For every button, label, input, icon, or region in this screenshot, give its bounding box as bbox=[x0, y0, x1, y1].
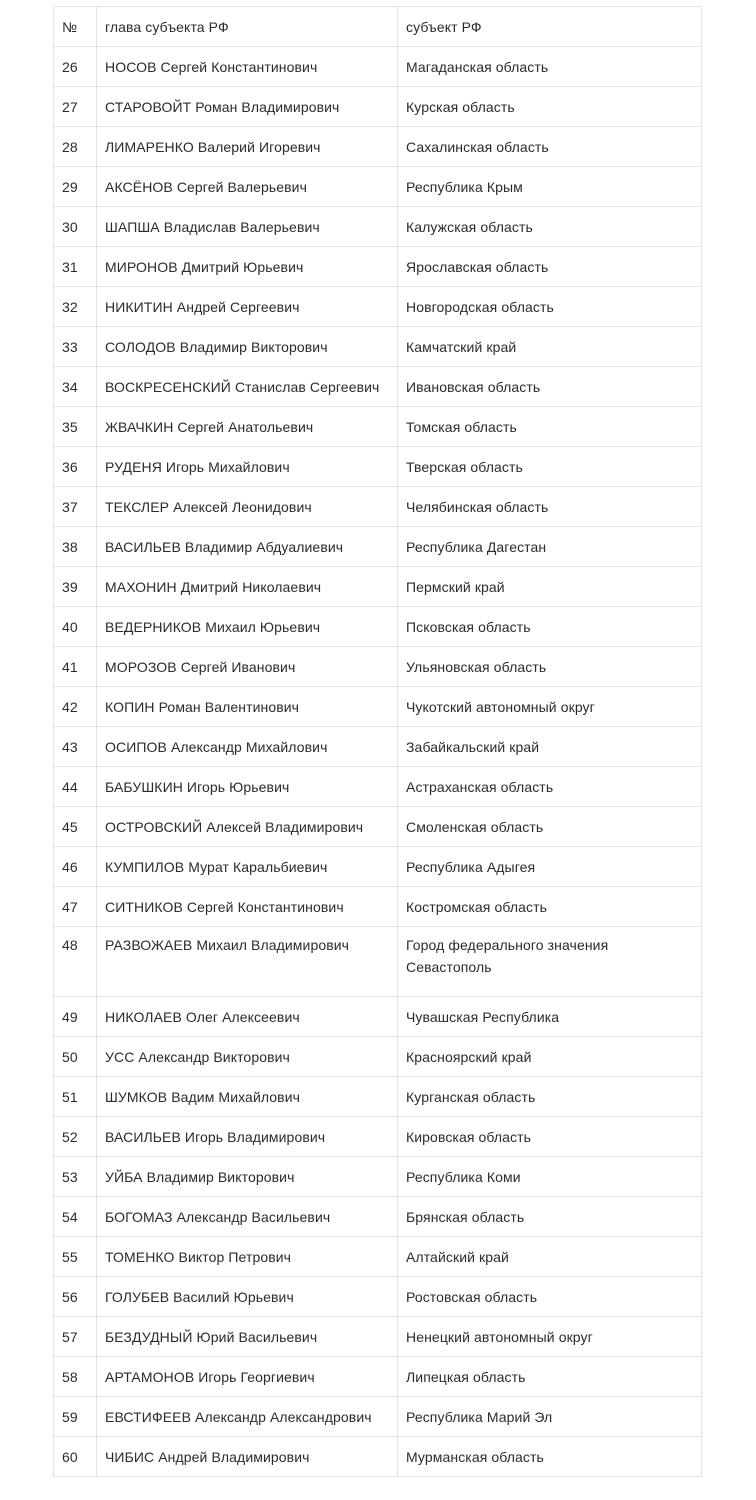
row-number: 43 bbox=[54, 727, 97, 767]
table-row bbox=[54, 567, 702, 607]
table-row bbox=[54, 87, 702, 127]
row-number: 50 bbox=[54, 1037, 97, 1077]
region-name: Пермский край bbox=[398, 567, 702, 607]
governor-name: ВАСИЛЬЕВ Владимир Абдуалиевич bbox=[97, 527, 398, 567]
region-name: Республика Дагестан bbox=[398, 527, 702, 567]
header-region: субъект РФ bbox=[398, 7, 702, 47]
table-row bbox=[54, 487, 702, 527]
region-name: Республика Коми bbox=[398, 1157, 702, 1197]
region-name: Смоленская область bbox=[398, 807, 702, 847]
governor-name: СТАРОВОЙТ Роман Владимирович bbox=[97, 87, 398, 127]
row-number: 45 bbox=[54, 807, 97, 847]
table-row bbox=[54, 997, 702, 1037]
row-number: 42 bbox=[54, 687, 97, 727]
region-name: Калужская область bbox=[398, 207, 702, 247]
table-row bbox=[54, 1077, 702, 1117]
row-number: 36 bbox=[54, 447, 97, 487]
governor-name: ШАПША Владислав Валерьевич bbox=[97, 207, 398, 247]
row-number: 29 bbox=[54, 167, 97, 207]
table-row bbox=[54, 1197, 702, 1237]
row-number: 57 bbox=[54, 1317, 97, 1357]
region-name bbox=[398, 927, 702, 997]
row-number: 35 bbox=[54, 407, 97, 447]
row-number: 47 bbox=[54, 887, 97, 927]
governor-name: МАХОНИН Дмитрий Николаевич bbox=[97, 567, 398, 607]
region-name: Красноярский край bbox=[398, 1037, 702, 1077]
governor-name: НИКИТИН Андрей Сергеевич bbox=[97, 287, 398, 327]
governor-name: НОСОВ Сергей Константинович bbox=[97, 47, 398, 87]
row-number: 37 bbox=[54, 487, 97, 527]
table-row bbox=[54, 1117, 702, 1157]
region-name: Новгородская область bbox=[398, 287, 702, 327]
governor-name: ОСТРОВСКИЙ Алексей Владимирович bbox=[97, 807, 398, 847]
region-name: Астраханская область bbox=[398, 767, 702, 807]
table-row bbox=[54, 407, 702, 447]
header-governor: глава субъекта РФ bbox=[97, 7, 398, 47]
table-row bbox=[54, 1397, 702, 1437]
governor-name: ТЕКСЛЕР Алексей Леонидович bbox=[97, 487, 398, 527]
table-row bbox=[54, 767, 702, 807]
table-row bbox=[54, 1437, 702, 1477]
table-row bbox=[54, 207, 702, 247]
table-body bbox=[54, 7, 702, 1477]
table-row bbox=[54, 247, 702, 287]
region-name: Челябинская область bbox=[398, 487, 702, 527]
region-name: Камчатский край bbox=[398, 327, 702, 367]
governor-name: ЕВСТИФЕЕВ Александр Александрович bbox=[97, 1397, 398, 1437]
governor-name: БОГОМАЗ Александр Васильевич bbox=[97, 1197, 398, 1237]
region-name: Сахалинская область bbox=[398, 127, 702, 167]
row-number: 58 bbox=[54, 1357, 97, 1397]
region-name: Республика Крым bbox=[398, 167, 702, 207]
governor-name: РУДЕНЯ Игорь Михайлович bbox=[97, 447, 398, 487]
table-row bbox=[54, 647, 702, 687]
row-number: 32 bbox=[54, 287, 97, 327]
region-name: Ивановская область bbox=[398, 367, 702, 407]
governor-name: УСС Александр Викторович bbox=[97, 1037, 398, 1077]
table-row bbox=[54, 927, 702, 997]
governor-name: ЖВАЧКИН Сергей Анатольевич bbox=[97, 407, 398, 447]
governor-name: КУМПИЛОВ Мурат Каральбиевич bbox=[97, 847, 398, 887]
governor-name: ВЕДЕРНИКОВ Михаил Юрьевич bbox=[97, 607, 398, 647]
table-row bbox=[54, 527, 702, 567]
governor-name: РАЗВОЖАЕВ Михаил Владимирович bbox=[97, 927, 398, 997]
table-row bbox=[54, 167, 702, 207]
row-number: 40 bbox=[54, 607, 97, 647]
header-number: № bbox=[54, 7, 97, 47]
region-name: Забайкальский край bbox=[398, 727, 702, 767]
governor-name: СИТНИКОВ Сергей Константинович bbox=[97, 887, 398, 927]
governor-name: ОСИПОВ Александр Михайлович bbox=[97, 727, 398, 767]
table-row bbox=[54, 127, 702, 167]
region-name: Ненецкий автономный округ bbox=[398, 1317, 702, 1357]
row-number: 60 bbox=[54, 1437, 97, 1477]
table-row bbox=[54, 1357, 702, 1397]
table-row bbox=[54, 847, 702, 887]
table-row bbox=[54, 727, 702, 767]
governor-name: ШУМКОВ Вадим Михайлович bbox=[97, 1077, 398, 1117]
governor-name: ЛИМАРЕНКО Валерий Игоревич bbox=[97, 127, 398, 167]
governor-name: ВОСКРЕСЕНСКИЙ Станислав Сергеевич bbox=[97, 367, 398, 407]
row-number: 52 bbox=[54, 1117, 97, 1157]
row-number: 44 bbox=[54, 767, 97, 807]
region-name: Магаданская область bbox=[398, 47, 702, 87]
row-number: 39 bbox=[54, 567, 97, 607]
table-row bbox=[54, 447, 702, 487]
governor-name: ВАСИЛЬЕВ Игорь Владимирович bbox=[97, 1117, 398, 1157]
region-name: Курганская область bbox=[398, 1077, 702, 1117]
row-number: 38 bbox=[54, 527, 97, 567]
governor-name: КОПИН Роман Валентинович bbox=[97, 687, 398, 727]
row-number: 27 bbox=[54, 87, 97, 127]
governor-name: МИРОНОВ Дмитрий Юрьевич bbox=[97, 247, 398, 287]
region-name: Костромская область bbox=[398, 887, 702, 927]
region-name: Ярославская область bbox=[398, 247, 702, 287]
governor-name: УЙБА Владимир Викторович bbox=[97, 1157, 398, 1197]
table-row bbox=[54, 607, 702, 647]
table-row bbox=[54, 1157, 702, 1197]
governor-name: АКСЁНОВ Сергей Валерьевич bbox=[97, 167, 398, 207]
region-name-line: Город федерального значения bbox=[406, 937, 609, 953]
governor-name: АРТАМОНОВ Игорь Георгиевич bbox=[97, 1357, 398, 1397]
governor-name: ЧИБИС Андрей Владимирович bbox=[97, 1437, 398, 1477]
row-number: 41 bbox=[54, 647, 97, 687]
region-name-line: Севастополь bbox=[406, 959, 492, 975]
region-name: Алтайский край bbox=[398, 1237, 702, 1277]
table-row bbox=[54, 327, 702, 367]
row-number: 53 bbox=[54, 1157, 97, 1197]
row-number: 48 bbox=[54, 927, 97, 997]
governor-name: СОЛОДОВ Владимир Викторович bbox=[97, 327, 398, 367]
governor-name: ГОЛУБЕВ Василий Юрьевич bbox=[97, 1277, 398, 1317]
row-number: 56 bbox=[54, 1277, 97, 1317]
row-number: 55 bbox=[54, 1237, 97, 1277]
region-name: Курская область bbox=[398, 87, 702, 127]
region-name: Чукотский автономный округ bbox=[398, 687, 702, 727]
governor-name: МОРОЗОВ Сергей Иванович bbox=[97, 647, 398, 687]
table-row bbox=[54, 367, 702, 407]
row-number: 26 bbox=[54, 47, 97, 87]
governor-name: НИКОЛАЕВ Олег Алексеевич bbox=[97, 997, 398, 1037]
region-name: Томская область bbox=[398, 407, 702, 447]
row-number: 33 bbox=[54, 327, 97, 367]
region-name: Ульяновская область bbox=[398, 647, 702, 687]
region-name: Кировская область bbox=[398, 1117, 702, 1157]
table-row bbox=[54, 887, 702, 927]
table-row bbox=[54, 1317, 702, 1357]
row-number: 46 bbox=[54, 847, 97, 887]
region-name: Псковская область bbox=[398, 607, 702, 647]
table-row bbox=[54, 287, 702, 327]
row-number: 59 bbox=[54, 1397, 97, 1437]
table-row bbox=[54, 47, 702, 87]
governor-name: БАБУШКИН Игорь Юрьевич bbox=[97, 767, 398, 807]
governor-name: ТОМЕНКО Виктор Петрович bbox=[97, 1237, 398, 1277]
region-name: Республика Марий Эл bbox=[398, 1397, 702, 1437]
region-name: Брянская область bbox=[398, 1197, 702, 1237]
region-name: Ростовская область bbox=[398, 1277, 702, 1317]
region-name: Чувашская Республика bbox=[398, 997, 702, 1037]
table-row bbox=[54, 807, 702, 847]
region-name: Республика Адыгея bbox=[398, 847, 702, 887]
table-row bbox=[54, 1037, 702, 1077]
row-number: 31 bbox=[54, 247, 97, 287]
row-number: 49 bbox=[54, 997, 97, 1037]
row-number: 30 bbox=[54, 207, 97, 247]
region-name: Мурманская область bbox=[398, 1437, 702, 1477]
table-row bbox=[54, 687, 702, 727]
row-number: 28 bbox=[54, 127, 97, 167]
row-number: 51 bbox=[54, 1077, 97, 1117]
governor-name: БЕЗДУДНЫЙ Юрий Васильевич bbox=[97, 1317, 398, 1357]
table-row bbox=[54, 1237, 702, 1277]
region-name: Липецкая область bbox=[398, 1357, 702, 1397]
row-number: 54 bbox=[54, 1197, 97, 1237]
table-header-row bbox=[54, 7, 702, 47]
governors-table bbox=[53, 6, 702, 1477]
row-number: 34 bbox=[54, 367, 97, 407]
table-row bbox=[54, 1277, 702, 1317]
region-name: Тверская область bbox=[398, 447, 702, 487]
